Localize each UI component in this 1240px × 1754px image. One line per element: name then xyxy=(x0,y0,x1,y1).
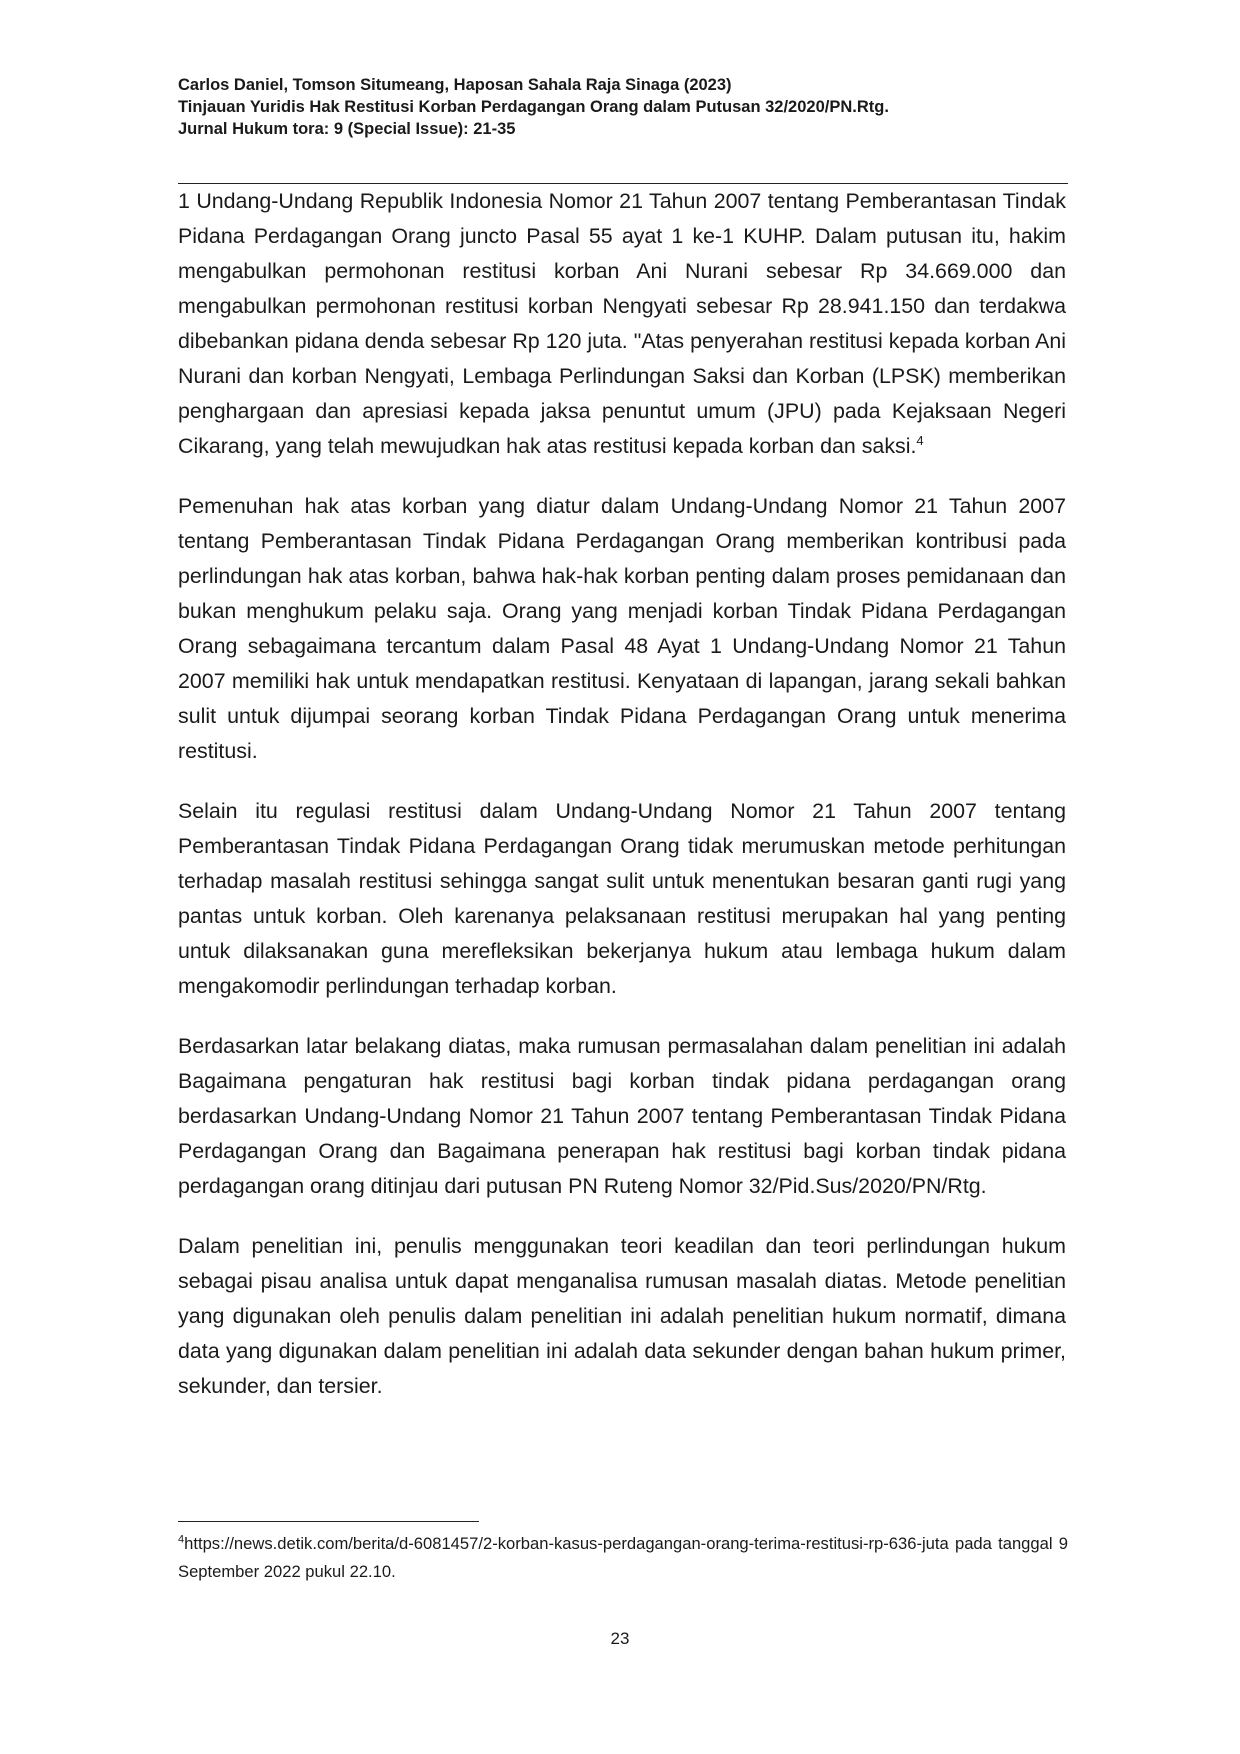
header-authors: Carlos Daniel, Tomson Situmeang, Haposan Sahala Raja Sinaga (2023) xyxy=(178,76,732,94)
body-text xyxy=(178,184,1066,1429)
paragraph-3: Selain itu regulasi restitusi dalam Undang-Undang Nomor 21 Tahun 2007 tentang Pemberantasan Tindak Pidana Perdagangan Orang tidak merumuskan metode perhitungan terhadap masalah restitusi sehingga sangat sulit untuk menentukan besaran ganti rugi yang pantas untuk korban. Oleh karenanya pelaksanaan restitusi merupakan hal yang penting untuk dilaksanakan guna merefleksikan bekerjanya hukum atau lembaga hukum dalam mengakomodir perlindungan terhadap korban. xyxy=(178,799,1066,998)
header-article-title: Tinjauan Yuridis Hak Restitusi Korban Perdagangan Orang dalam Putusan 32/2020/PN.Rtg. xyxy=(178,98,889,116)
paragraph-2: Pemenuhan hak atas korban yang diatur dalam Undang-Undang Nomor 21 Tahun 2007 tentang Pemberantasan Tindak Pidana Perdagangan Orang memberikan kontribusi pada perlindungan hak atas korban, bahwa hak-hak korban penting dalam proses pemidanaan dan bukan menghukum pelaku saja. Orang yang menjadi korban Tindak Pidana Perdagangan Orang sebagaimana tercantum dalam Pasal 48 Ayat 1 Undang-Undang Nomor 21 Tahun 2007 memiliki hak untuk mendapatkan restitusi. Kenyataan di lapangan, jarang sekali bahkan sulit untuk dijumpai seorang korban Tindak Pidana Perdagangan Orang untuk menerima restitusi. xyxy=(178,494,1066,763)
footnote xyxy=(178,1530,1068,1586)
footnote-divider xyxy=(178,1521,479,1522)
page-number: 23 xyxy=(610,1629,630,1648)
footnote-text: https://news.detik.com/berita/d-6081457/2-korban-kasus-perdagangan-orang-terima-restitusi-rp-636-juta pada tanggal 9 September 2022 pukul 22.10. xyxy=(178,1534,1068,1581)
footnote-reference: 4 xyxy=(916,432,924,448)
paragraph-1 xyxy=(178,184,1066,464)
paragraph-4: Berdasarkan latar belakang diatas, maka rumusan permasalahan dalam penelitian ini adalah Bagaimana pengaturan hak restitusi bagi korban tindak pidana perdagangan orang berdasarkan Undang-Undang Nomor 21 Tahun 2007 tentang Pemberantasan Tindak Pidana Perdagangan Orang dan Bagaimana penerapan hak restitusi bagi korban tindak pidana perdagangan orang ditinjau dari putusan PN Ruteng Nomor 32/Pid.Sus/2020/PN/Rtg. xyxy=(178,1034,1066,1198)
footnote-marker: 4 xyxy=(178,1533,185,1546)
paragraph-5: Dalam penelitian ini, penulis menggunakan teori keadilan dan teori perlindungan hukum sebagai pisau analisa untuk dapat menganalisa rumusan masalah diatas. Metode penelitian yang digunakan oleh penulis dalam penelitian ini adalah penelitian hukum normatif, dimana data yang digunakan dalam penelitian ini adalah data sekunder dengan bahan hukum primer, sekunder, dan tersier. xyxy=(178,1234,1066,1398)
paragraph-1-text: 1 Undang-Undang Republik Indonesia Nomor 21 Tahun 2007 tentang Pemberantasan Tindak Pidana Perdagangan Orang juncto Pasal 55 ayat 1 ke-1 KUHP. Dalam putusan itu, hakim mengabulkan permohonan restitusi korban Ani Nurani sebesar Rp 34.669.000 dan mengabulkan permohonan restitusi korban Nengyati sebesar Rp 28.941.150 dan terdakwa dibebankan pidana denda sebesar Rp 120 juta. "Atas penyerahan restitusi kepada korban Ani Nurani dan korban Nengyati, Lembaga Perlindungan Saksi dan Korban (LPSK) memberikan penghargaan dan apresiasi kepada jaksa penuntut umum (JPU) pada Kejaksaan Negeri Cikarang, yang telah mewujudkan hak atas restitusi kepada korban dan saksi. xyxy=(178,189,1066,458)
running-header xyxy=(178,74,1078,140)
header-journal: Jurnal Hukum tora: 9 (Special Issue): 21-35 xyxy=(178,120,516,138)
